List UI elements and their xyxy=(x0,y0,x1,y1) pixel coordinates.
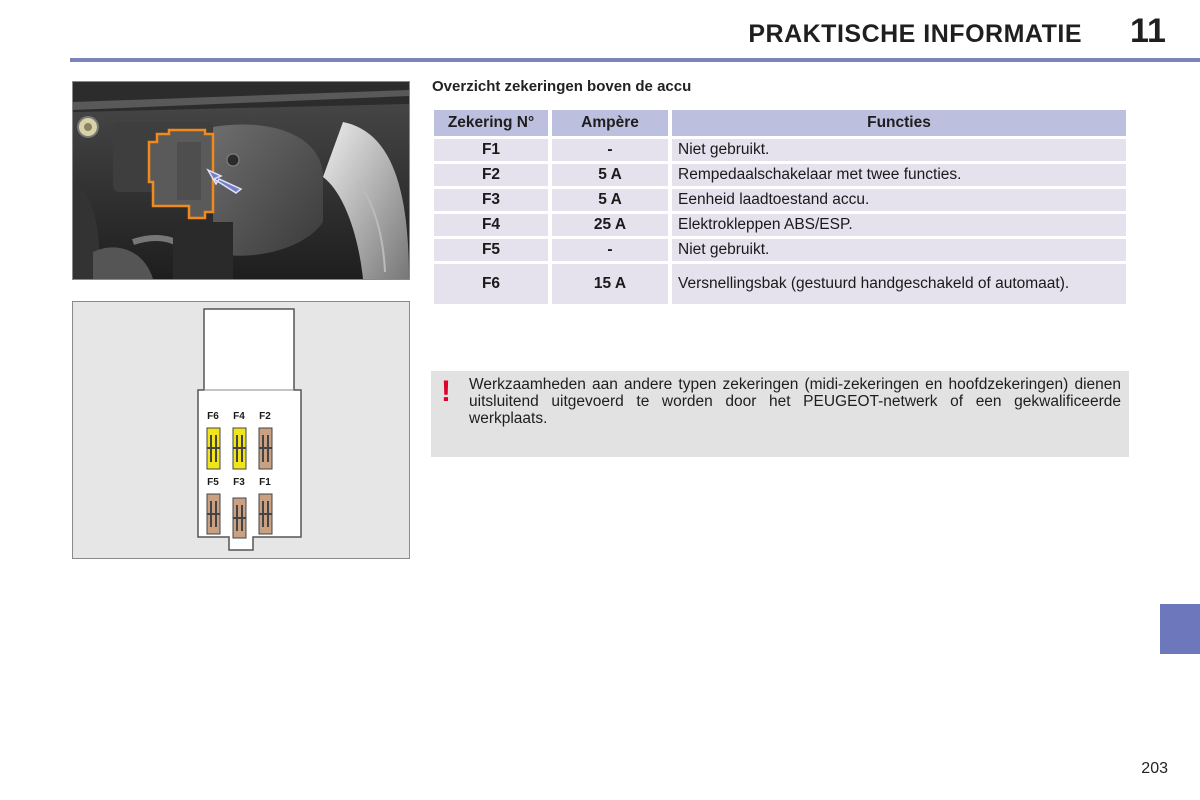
fuse-number: F4 xyxy=(434,214,548,236)
fuse-f2 xyxy=(259,428,272,469)
warning-box xyxy=(431,371,1129,457)
fuse-label: F2 xyxy=(259,411,271,422)
table-header-row xyxy=(434,110,1126,136)
warning-text: Werkzaamheden aan andere typen zekeringen (midi-zekeringen en hoofdzekeringen) dienen uitsluitend uitgevoerd te worden door het PEUGEOT-netwerk of een gekwalificeerde werkplaats. xyxy=(469,376,1121,427)
fuse-box-diagram xyxy=(72,301,410,559)
header-rule xyxy=(70,58,1200,62)
fuse-f4 xyxy=(233,428,246,469)
fuse-amperage: 15 A xyxy=(552,264,668,304)
column-header: Zekering N° xyxy=(434,110,548,136)
fuse-layout-illustration xyxy=(73,302,409,558)
engine-bay-photo xyxy=(72,81,410,280)
fuse-amperage: 25 A xyxy=(552,214,668,236)
table-row xyxy=(434,214,1126,236)
column-header: Functies xyxy=(672,110,1126,136)
fuse-function: Niet gebruikt. xyxy=(672,239,1126,261)
table-row xyxy=(434,189,1126,211)
fuse-f1 xyxy=(259,494,272,534)
chapter-number: 11 xyxy=(1130,12,1166,50)
table-row xyxy=(434,139,1126,161)
fuse-number: F1 xyxy=(434,139,548,161)
fuse-f3 xyxy=(233,498,246,538)
fuse-function: Rempedaalschakelaar met twee functies. xyxy=(672,164,1126,186)
fuse-number: F6 xyxy=(434,264,548,304)
fuse-table xyxy=(430,107,1130,307)
fuse-function: Versnellingsbak (gestuurd handgeschakeld of automaat). xyxy=(672,264,1126,304)
fuse-label: F6 xyxy=(207,411,219,422)
fuse-function: Eenheid laadtoestand accu. xyxy=(672,189,1126,211)
fuse-function: Elektrokleppen ABS/ESP. xyxy=(672,214,1126,236)
fuse-label: F4 xyxy=(233,411,245,422)
column-header: Ampère xyxy=(552,110,668,136)
fuse-label: F1 xyxy=(259,477,271,488)
chapter-tab xyxy=(1160,604,1200,654)
fuse-f6 xyxy=(207,428,220,469)
exclamation-icon: ! xyxy=(441,375,451,408)
fuse-number: F5 xyxy=(434,239,548,261)
fuse-label: F3 xyxy=(233,477,245,488)
fuse-f5 xyxy=(207,494,220,534)
page-title: PRAKTISCHE INFORMATIE xyxy=(748,20,1082,48)
table-row xyxy=(434,164,1126,186)
fuse-number: F3 xyxy=(434,189,548,211)
section-title: Overzicht zekeringen boven de accu xyxy=(432,78,692,95)
fuse-label: F5 xyxy=(207,477,219,488)
fuse-function: Niet gebruikt. xyxy=(672,139,1126,161)
fuse-amperage: - xyxy=(552,139,668,161)
fuse-amperage: 5 A xyxy=(552,189,668,211)
table-row xyxy=(434,239,1126,261)
page-number: 203 xyxy=(1141,760,1168,777)
fuse-amperage: - xyxy=(552,239,668,261)
fuse-number: F2 xyxy=(434,164,548,186)
fuse-amperage: 5 A xyxy=(552,164,668,186)
engine-bay-illustration xyxy=(73,82,409,279)
table-row xyxy=(434,264,1126,304)
